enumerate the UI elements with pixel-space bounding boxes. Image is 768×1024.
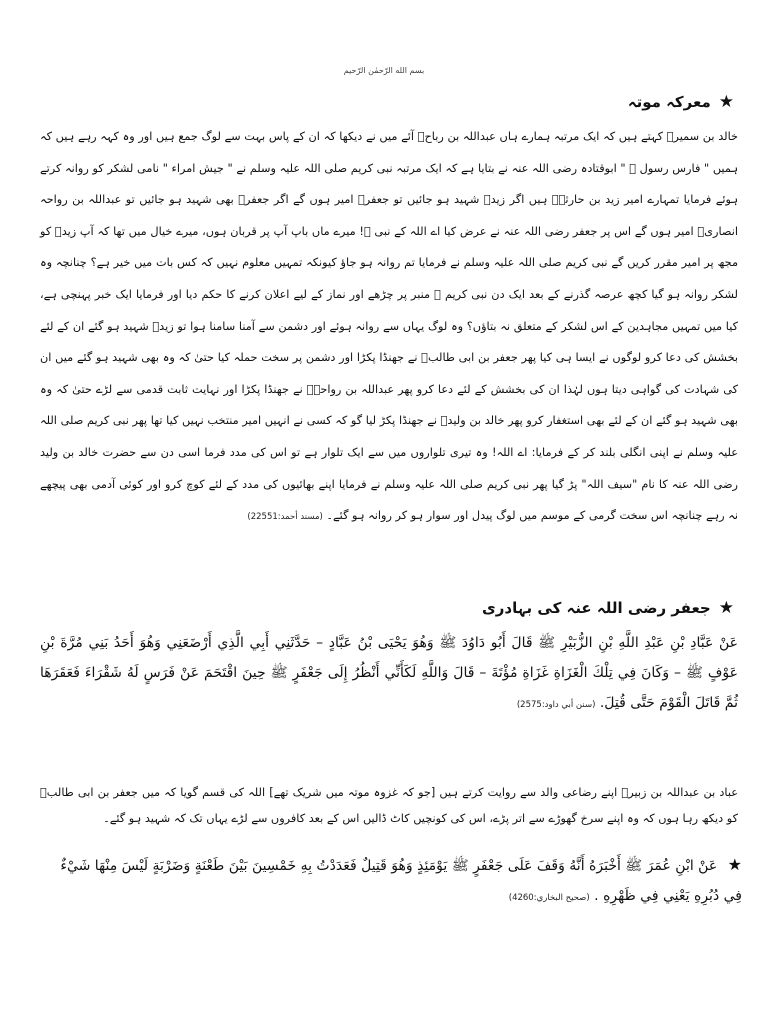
arabic-hadith-text: عَنْ ابْنِ عُمَرَ ﷺ أَخْبَرَهُ أَنَّهُ وَقَفَ عَلَى جَعْفَرٍ ﷺ يَوْمَئِذٍ وَهُوَ قَتِيلٌ فَعَدَدْتُ بِهِ خَمْسِينَ بَيْنَ طَعْنَةٍ وَضَرْبَةٍ لَيْسَ مِنْهَا شَيْءٌ فِي دُبُرِهِ يَعْنِي فِي ظَهْرِهِ .	[60, 858, 742, 904]
narration-text: خالد بن سمیرؒ کہتے ہیں کہ ایک مرتبہ ہمارے ہاں عبداللہ بن رباحؒ آئے میں نے دیکھا کہ ان کے پاس بہت سے لوگ جمع ہیں اور وہ کہہ رہے ہیں کہ ہمیں " فارس رسول ﷺ " ابوقتادہ رضی اللہ عنہ نے بتایا ہے کہ ایک مرتبہ نبی کریم صلی اللہ علیہ وسلم نے " جیش امراء " نامی لشکر کو روانہ کرتے ہوئے فرمایا تمہارے امیر زید بن حارثہؓ ہیں اگر زیدؓ شہید ہو جائیں تو جعفرؓ امیر ہوں گے اگر جعفرؓ بھی شہید ہو جائیں تو عبداللہ بن رواحہ انصاریؓ امیر ہوں گے اس پر جعفر رضی اللہ عنہ نے عرض کیا اے اللہ کے نبی ﷺ! میرے ماں باپ آپ پر قربان ہوں، میرے خیال میں تھا کہ آپ زیدؓ کو مجھ پر امیر مقرر کریں گے نبی کریم صلی اللہ علیہ وسلم نے فرمایا تم روانہ ہو جاؤ کیونکہ تمہیں معلوم نہیں کہ کس بات میں خیر ہے؟ چنانچہ وہ لشکر روانہ ہو گیا کچھ عرصہ گذرنے کے بعد ایک دن نبی کریم ﷺ منبر پر چڑھے اور نماز کے لیے اعلان کرنے کا حکم دیا اور فرمایا ایک خبر پہنچی ہے، کیا میں تمہیں مجاہدین کے اس لشکر کے متعلق نہ بتاؤں؟ وہ لوگ یہاں سے روانہ ہوئے اور دشمن سے آمنا سامنا ہوا تو زیدؓ شہید ہو گئے ان کے لئے بخشش کی دعا کرو لوگوں نے ایسا ہی کیا پھر جعفر بن ابی طالبؓ نے جھنڈا پکڑا اور دشمن پر سخت حملہ کیا حتیٰ کہ وہ بھی شہید ہو گئے میں ان کی شہادت کی گواہی دیتا ہوں لہٰذا ان کی بخشش کے لئے دعا کرو پھر عبداللہ بن رواحہؓ نے جھنڈا پکڑا اور نہایت ثابت قدمی سے لڑے حتیٰ کہ وہ بھی شہید ہو گئے ان کے لئے بھی استغفار کرو پھر خالد بن ولیدؓ نے جھنڈا پکڑ لیا گو کہ کسی نے انہیں امیر منتخب نہیں کیا تھا پھر نبی کریم صلی اللہ علیہ وسلم نے اپنی انگلی بلند کر کے فرمایا: اے اللہ! وہ تیری تلواروں میں سے ایک تلوار ہے تو اس کی مدد فرما اسی دن سے حضرت خالد بن ولید رضی اللہ عنہ کا نام "سیف اللہ" پڑ گیا پھر نبی کریم صلی اللہ علیہ وسلم نے فرمایا اپنے بھائیوں کی مدد کے لئے کوچ کرو اور کوئی آدمی بھی پیچھے نہ رہے چنانچہ اس سخت گرمی کے موسم میں لوگ پیدل اور سوار ہو کر روانہ ہو گئے۔	[40, 130, 738, 523]
section-heading-battle-of-mutah	[628, 92, 734, 112]
section-title: جعفر رضی اللہ عنہ کی بہادری	[482, 599, 711, 617]
translation-paragraph	[40, 780, 738, 832]
section-title: معرکہ موتہ	[627, 93, 711, 111]
reference-citation: (مسند أحمد:22551)	[247, 512, 323, 523]
arabic-hadith-ibn-umar	[40, 850, 742, 913]
star-icon: ★	[718, 598, 734, 618]
star-icon: ★	[727, 855, 742, 874]
star-icon: ★	[718, 92, 734, 112]
narration-paragraph	[40, 121, 738, 534]
reference-citation: (صحيح البخاري:4260)	[508, 893, 590, 903]
section-heading-jafar-bravery	[482, 598, 734, 618]
basmala-header: بسم الله الرّحمٰن الرّحیم	[343, 66, 425, 75]
arabic-hadith-paragraph	[40, 628, 738, 720]
arabic-hadith-text: عَنْ عَبَّادِ بْنِ عَبْدِ اللَّهِ بْنِ الزُّبَيْرِ ﷺ قَالَ أَبُو دَاوُدَ ﷺ وَهُوَ يَحْيَى بْنُ عَبَّادٍ – حَدَّثَنِي أَبِي الَّذِي أَرْضَعَنِي وَهُوَ أَحَدُ بَنِي مُرَّةَ بْنِ عَوْفٍ ﷺ – وَكَانَ فِي تِلْكَ الْغَزَاةِ غَزَاةِ مُؤْتَةَ – قَالَ وَاللَّهِ لَكَأَنِّي أَنْظُرُ إِلَى جَعْفَرٍ ﷺ حِينَ اقْتَحَمَ عَنْ فَرَسٍ لَهُ شَقْرَاءَ فَعَقَرَهَا ثُمَّ قَاتَلَ الْقَوْمَ حَتَّى قُتِلَ.	[40, 635, 738, 711]
reference-citation: (سنن أبي داود:2575)	[516, 700, 596, 710]
translation-text: عباد بن عبداللہ بن زبیرؒ اپنے رضاعی والد سے روایت کرتے ہیں [جو کہ غزوہ موتہ میں شریک تھے] اللہ کی قسم گویا کہ میں جعفر بن ابی طالبؓ کو دیکھ رہا ہوں کہ وہ اپنے سرخ گھوڑے سے اتر پڑے، اس کی کونچیں کاٹ ڈالیں اس کے بعد کافروں سے لڑے یہاں تک کہ شہید ہو گئے۔	[40, 786, 738, 825]
